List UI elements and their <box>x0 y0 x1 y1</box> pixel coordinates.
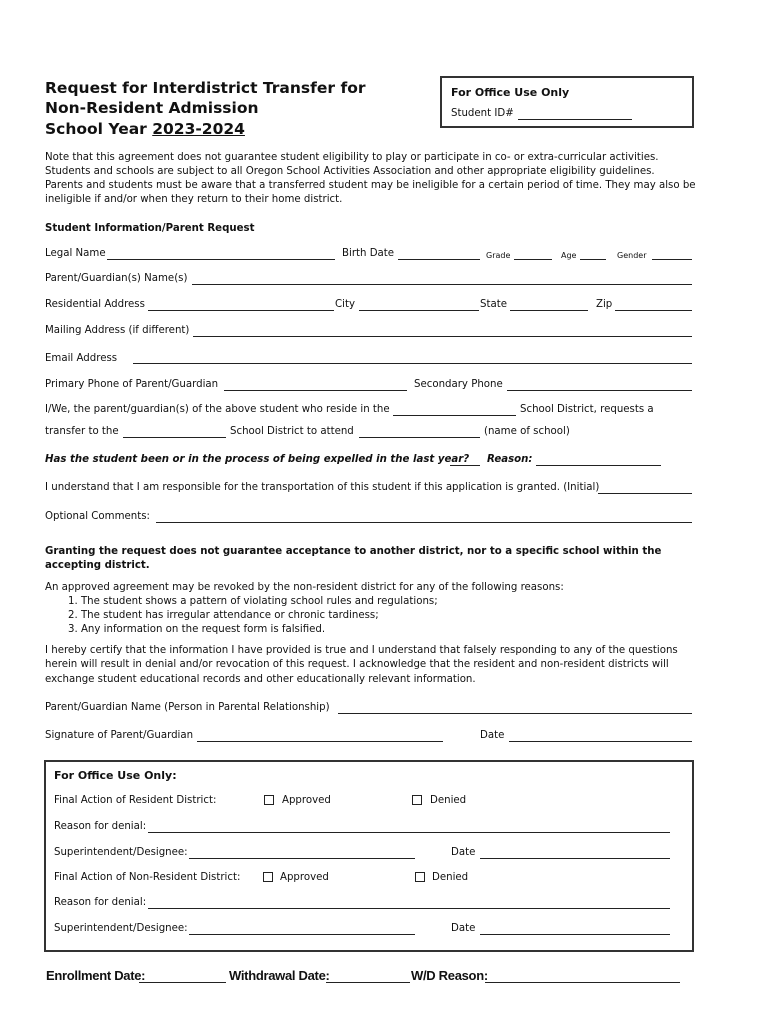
transportation-initial-field[interactable] <box>598 493 692 494</box>
request-line1-label: I/We, the parent/guardian(s) of the above student who reside in the <box>45 404 390 415</box>
certify-line3: exchange student educational records and other educationally relevant information. <box>45 674 476 685</box>
secondary-phone-label: Secondary Phone <box>414 379 503 390</box>
grade-field[interactable] <box>514 259 552 260</box>
resident-approved-label: Approved <box>282 795 331 806</box>
form-title-line2: Non-Resident Admission <box>45 99 259 117</box>
parent-names-field[interactable] <box>192 284 692 285</box>
nonresident-denied-label: Denied <box>432 872 469 883</box>
transportation-statement: I understand that I am responsible for the transportation of this student if this application is granted. (Initial) <box>45 482 600 493</box>
gender-label: Gender <box>617 251 647 260</box>
granting-line1: Granting the request does not guarantee acceptance to another district, nor to a specific school within the <box>45 546 662 557</box>
zip-field[interactable] <box>615 310 692 311</box>
email-address-label: Email Address <box>45 353 118 364</box>
birth-date-label: Birth Date <box>342 248 395 259</box>
optional-comments-label: Optional Comments: <box>45 511 150 522</box>
school-year-value: 2023-2024 <box>152 120 245 138</box>
residential-address-field[interactable] <box>148 310 334 311</box>
state-label: State <box>480 299 507 310</box>
parent-names-label: Parent/Guardian(s) Name(s) <box>45 273 188 284</box>
city-field[interactable] <box>359 310 479 311</box>
resident-date-label: Date <box>451 847 476 858</box>
nonresident-superintendent-label: Superintendent/Designee: <box>54 923 188 934</box>
granting-line2: accepting district. <box>45 560 150 571</box>
office-use-section <box>44 760 694 952</box>
signature-label: Signature of Parent/Guardian <box>45 730 194 741</box>
age-label: Age <box>561 251 577 260</box>
legal-name-field[interactable] <box>107 259 335 260</box>
resident-superintendent-field[interactable] <box>189 858 415 859</box>
student-info-heading: Student Information/Parent Request <box>45 223 255 234</box>
resident-superintendent-label: Superintendent/Designee: <box>54 847 188 858</box>
office-use-box <box>440 76 694 128</box>
final-resident-label: Final Action of Resident District: <box>54 795 217 806</box>
resident-reason-label: Reason for denial: <box>54 821 147 832</box>
residential-address-label: Residential Address <box>45 299 145 310</box>
note-line4: ineligible if and/or when they return to their home district. <box>45 194 343 205</box>
signature-date-label: Date <box>480 730 505 741</box>
nonresident-superintendent-field[interactable] <box>189 934 415 935</box>
expelled-answer-field[interactable] <box>450 465 480 466</box>
student-id-field[interactable] <box>518 119 632 120</box>
expelled-question: Has the student been or in the process of being expelled in the last year? <box>45 454 470 465</box>
student-id-label: Student ID# <box>451 108 514 119</box>
gender-field[interactable] <box>652 259 692 260</box>
nonresident-reason-label: Reason for denial: <box>54 897 147 908</box>
parent-name-field[interactable] <box>338 713 692 714</box>
resident-reason-field[interactable] <box>148 832 670 833</box>
certify-line1: I hereby certify that the information I have provided is true and I understand that falsely responding to any of the questions <box>45 645 678 656</box>
parent-name-label: Parent/Guardian Name (Person in Parental Relationship) <box>45 702 330 713</box>
resident-date-field[interactable] <box>480 858 670 859</box>
revoke-reason-3: 3. Any information on the request form is falsified. <box>68 624 326 635</box>
resident-denied-label: Denied <box>430 795 467 806</box>
school-district-attend-label: School District to attend <box>230 426 354 437</box>
nonresident-date-field[interactable] <box>480 934 670 935</box>
office-use-title: For Office Use Only <box>451 86 570 99</box>
note-line1: Note that this agreement does not guarantee student eligibility to play or participate in co- or extra-curricular activities. <box>45 152 659 163</box>
signature-date-field[interactable] <box>509 741 692 742</box>
resident-approved-checkbox[interactable] <box>264 795 274 805</box>
nonresident-approved-checkbox[interactable] <box>263 872 273 882</box>
signature-field[interactable] <box>197 741 443 742</box>
city-label: City <box>335 299 355 310</box>
enrollment-date-label: Enrollment Date: <box>46 968 146 983</box>
resident-denied-checkbox[interactable] <box>412 795 422 805</box>
resident-district-field[interactable] <box>393 415 516 416</box>
email-address-field[interactable] <box>133 363 692 364</box>
request-line1-suffix: School District, requests a <box>520 404 654 415</box>
name-of-school-label: (name of school) <box>484 426 570 437</box>
zip-label: Zip <box>596 299 613 310</box>
age-field[interactable] <box>580 259 606 260</box>
revoke-reason-2: 2. The student has irregular attendance or chronic tardiness; <box>68 610 379 621</box>
note-line3: Parents and students must be aware that a transferred student may be ineligible for a certain period of time. They may also be <box>45 180 696 191</box>
enrollment-date-field[interactable] <box>139 982 226 983</box>
withdrawal-date-label: Withdrawal Date: <box>229 968 330 983</box>
legal-name-label: Legal Name <box>45 248 106 259</box>
transfer-to-label: transfer to the <box>45 426 119 437</box>
secondary-phone-field[interactable] <box>507 390 692 391</box>
reason-label: Reason: <box>487 454 533 465</box>
form-title-line3 <box>45 119 245 139</box>
mailing-address-label: Mailing Address (if different) <box>45 325 190 336</box>
form-title-line1: Request for Interdistrict Transfer for <box>45 79 366 97</box>
state-field[interactable] <box>510 310 588 311</box>
nonresident-date-label: Date <box>451 923 476 934</box>
nonresident-approved-label: Approved <box>280 872 329 883</box>
mailing-address-field[interactable] <box>193 336 692 337</box>
nonresident-denied-checkbox[interactable] <box>415 872 425 882</box>
optional-comments-field[interactable] <box>156 522 692 523</box>
certify-line2: herein will result in denial and/or revocation of this request. I acknowledge that the resident and non-resident districts will <box>45 659 669 670</box>
note-line2: Students and schools are subject to all Oregon School Activities Association and other appropriate eligibility guidelines. <box>45 166 655 177</box>
school-year-label: School Year <box>45 120 153 138</box>
school-name-field[interactable] <box>359 437 480 438</box>
expelled-reason-field[interactable] <box>536 465 661 466</box>
grade-label: Grade <box>486 251 511 260</box>
transfer-district-field[interactable] <box>123 437 226 438</box>
revoke-reason-1: 1. The student shows a pattern of violating school rules and regulations; <box>68 596 438 607</box>
office-section-title: For Office Use Only: <box>54 769 177 782</box>
nonresident-reason-field[interactable] <box>148 908 670 909</box>
wd-reason-label: W/D Reason: <box>411 968 488 983</box>
primary-phone-field[interactable] <box>224 390 407 391</box>
primary-phone-label: Primary Phone of Parent/Guardian <box>45 379 219 390</box>
birth-date-field[interactable] <box>398 259 480 260</box>
withdrawal-date-field[interactable] <box>326 982 410 983</box>
revoke-intro: An approved agreement may be revoked by the non-resident district for any of the following reasons: <box>45 582 564 593</box>
wd-reason-field[interactable] <box>485 982 680 983</box>
final-nonresident-label: Final Action of Non-Resident District: <box>54 872 241 883</box>
